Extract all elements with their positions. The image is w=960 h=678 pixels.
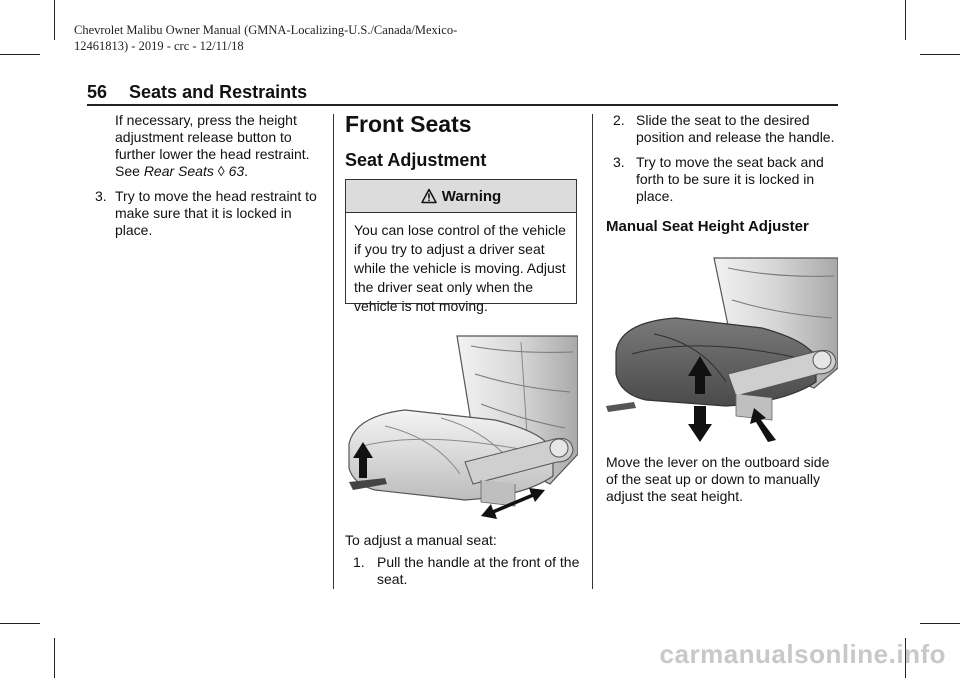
reference-arrow-icon: ◊ (217, 163, 225, 179)
middle-column-headings (345, 110, 580, 171)
heading-front-seats: Front Seats (345, 111, 472, 137)
middle-column-text (345, 532, 580, 588)
page-title (87, 82, 307, 103)
watermark: carmanualsonline.info (659, 639, 946, 669)
seat-adjustment-illustration (345, 334, 578, 521)
step-number: 3. (95, 188, 107, 204)
document-header (74, 22, 574, 54)
step-number: 3. (613, 154, 625, 170)
warning-header (346, 180, 576, 213)
continuation-text: If necessary, press the height adjustment release button to further lower the head restraint. (115, 112, 310, 162)
heading-manual-seat-height-adjuster: Manual Seat Height Adjuster (606, 218, 809, 235)
step-number: 1. (353, 554, 365, 570)
heading-seat-adjustment: Seat Adjustment (345, 150, 487, 170)
warning-text: You can lose control of the vehicle if you try to adjust a driver seat while the vehicle is moving. Adjust the driver seat only when the vehicle is not moving. (354, 222, 566, 314)
warning-box (345, 179, 577, 314)
crop-mark (0, 54, 40, 55)
rear-seats-link[interactable]: Rear Seats ◊ 63 (143, 163, 245, 179)
crop-mark (0, 623, 40, 624)
step-text: Slide the seat to the desired position and release the handle. (636, 112, 835, 145)
warning-title: Warning (441, 187, 502, 205)
crop-mark (905, 0, 906, 40)
list-item (606, 154, 838, 205)
header-line-1: Chevrolet Malibu Owner Manual (GMNA-Localizing-U.S./Canada/Mexico- (74, 23, 458, 37)
column-divider (333, 114, 334, 589)
caption-text: Move the lever on the outboard side of the seat up or down to manually adjust the seat height. (606, 454, 830, 504)
section-name: Seats and Restraints (129, 82, 308, 102)
list-item (345, 554, 580, 588)
header-line-2: 12461813) - 2019 - crc - 12/11/18 (74, 39, 244, 53)
section-divider (87, 104, 838, 106)
list-item (87, 188, 323, 239)
step-text: Try to move the seat back and forth to be sure it is locked in place. (636, 154, 824, 204)
right-column-caption (606, 454, 840, 505)
step-number: 2. (613, 112, 625, 128)
crop-mark (54, 638, 55, 678)
crop-mark (920, 54, 960, 55)
intro-text: To adjust a manual seat: (345, 532, 497, 548)
step-text: Pull the handle at the front of the seat. (377, 554, 580, 587)
seat-height-illustration (606, 256, 838, 444)
column-divider (592, 114, 593, 589)
crop-mark (54, 0, 55, 40)
paragraph: If necessary, press the height adjustment release button to further lower the head restraint. See Rear Seats ◊ 63. (115, 112, 310, 179)
see-prefix: See (115, 163, 140, 179)
step-text: Try to move the head restraint to make sure that it is locked in place. (115, 188, 317, 238)
warning-triangle-icon (421, 188, 437, 204)
list-item (606, 112, 838, 146)
page-number: 56 (87, 82, 108, 102)
left-column (87, 112, 323, 239)
right-column (606, 112, 838, 236)
crop-mark (920, 623, 960, 624)
